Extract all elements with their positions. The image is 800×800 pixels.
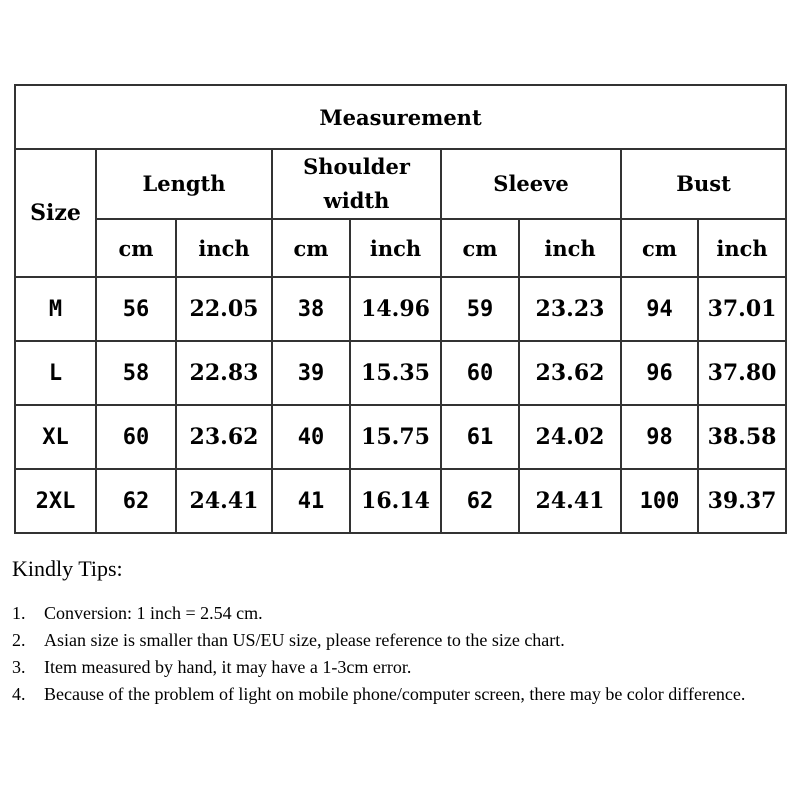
unit-header: cm bbox=[96, 219, 176, 277]
table-cell: 24.02 bbox=[519, 405, 621, 469]
table-cell: 60 bbox=[441, 341, 519, 405]
table-cell: 62 bbox=[441, 469, 519, 533]
unit-header-row bbox=[15, 219, 786, 277]
table-cell: 23.62 bbox=[176, 405, 272, 469]
unit-header: inch bbox=[350, 219, 441, 277]
table-cell: 56 bbox=[96, 277, 176, 341]
list-item bbox=[12, 654, 792, 680]
list-item bbox=[12, 600, 792, 626]
table-cell: 23.62 bbox=[519, 341, 621, 405]
table-cell: 98 bbox=[621, 405, 698, 469]
table-cell: 22.83 bbox=[176, 341, 272, 405]
table-cell: 39.37 bbox=[698, 469, 786, 533]
size-label: XL bbox=[15, 405, 96, 469]
unit-header: inch bbox=[176, 219, 272, 277]
size-label: L bbox=[15, 341, 96, 405]
table-row bbox=[15, 341, 786, 405]
unit-header: cm bbox=[272, 219, 350, 277]
unit-header: inch bbox=[519, 219, 621, 277]
group-header-shoulder-width: Shoulder width bbox=[272, 149, 441, 219]
tips-title: Kindly Tips: bbox=[12, 556, 123, 581]
table-cell: 24.41 bbox=[176, 469, 272, 533]
list-item bbox=[12, 681, 792, 707]
size-label: 2XL bbox=[15, 469, 96, 533]
tip-number: 2. bbox=[12, 630, 26, 650]
table-cell: 16.14 bbox=[350, 469, 441, 533]
group-header-bust: Bust bbox=[621, 149, 786, 219]
list-item bbox=[12, 627, 792, 653]
tip-text: Because of the problem of light on mobile phone/computer screen, there may be color difference. bbox=[44, 684, 746, 704]
table-cell: 61 bbox=[441, 405, 519, 469]
table-row bbox=[15, 469, 786, 533]
table-cell: 22.05 bbox=[176, 277, 272, 341]
table-cell: 41 bbox=[272, 469, 350, 533]
tip-text: Item measured by hand, it may have a 1-3cm error. bbox=[44, 657, 412, 677]
tip-text: Conversion: 1 inch = 2.54 cm. bbox=[44, 603, 263, 623]
unit-header: inch bbox=[698, 219, 786, 277]
tip-number: 3. bbox=[12, 657, 26, 677]
unit-header: cm bbox=[441, 219, 519, 277]
tip-number: 4. bbox=[12, 684, 26, 704]
table-cell: 24.41 bbox=[519, 469, 621, 533]
tips-list bbox=[12, 600, 792, 707]
size-header: Size bbox=[15, 149, 96, 277]
table-cell: 37.01 bbox=[698, 277, 786, 341]
table-cell: 37.80 bbox=[698, 341, 786, 405]
table-cell: 96 bbox=[621, 341, 698, 405]
table-cell: 94 bbox=[621, 277, 698, 341]
table-cell: 100 bbox=[621, 469, 698, 533]
tip-text: Asian size is smaller than US/EU size, please reference to the size chart. bbox=[44, 630, 565, 650]
table-cell: 39 bbox=[272, 341, 350, 405]
table-cell: 23.23 bbox=[519, 277, 621, 341]
table-cell: 62 bbox=[96, 469, 176, 533]
table-title-row bbox=[15, 85, 786, 149]
size-chart-table bbox=[14, 84, 787, 534]
table-cell: 38.58 bbox=[698, 405, 786, 469]
table-cell: 15.35 bbox=[350, 341, 441, 405]
tip-number: 1. bbox=[12, 603, 26, 623]
table-cell: 60 bbox=[96, 405, 176, 469]
kindly-tips bbox=[12, 556, 792, 708]
table-cell: 59 bbox=[441, 277, 519, 341]
group-header-sleeve: Sleeve bbox=[441, 149, 621, 219]
table-row bbox=[15, 277, 786, 341]
table-cell: 40 bbox=[272, 405, 350, 469]
group-header-length: Length bbox=[96, 149, 272, 219]
group-header-row bbox=[15, 149, 786, 219]
table-cell: 14.96 bbox=[350, 277, 441, 341]
table-title: Measurement bbox=[15, 85, 786, 149]
table-row bbox=[15, 405, 786, 469]
table-cell: 58 bbox=[96, 341, 176, 405]
table-cell: 38 bbox=[272, 277, 350, 341]
size-label: M bbox=[15, 277, 96, 341]
unit-header: cm bbox=[621, 219, 698, 277]
table-cell: 15.75 bbox=[350, 405, 441, 469]
